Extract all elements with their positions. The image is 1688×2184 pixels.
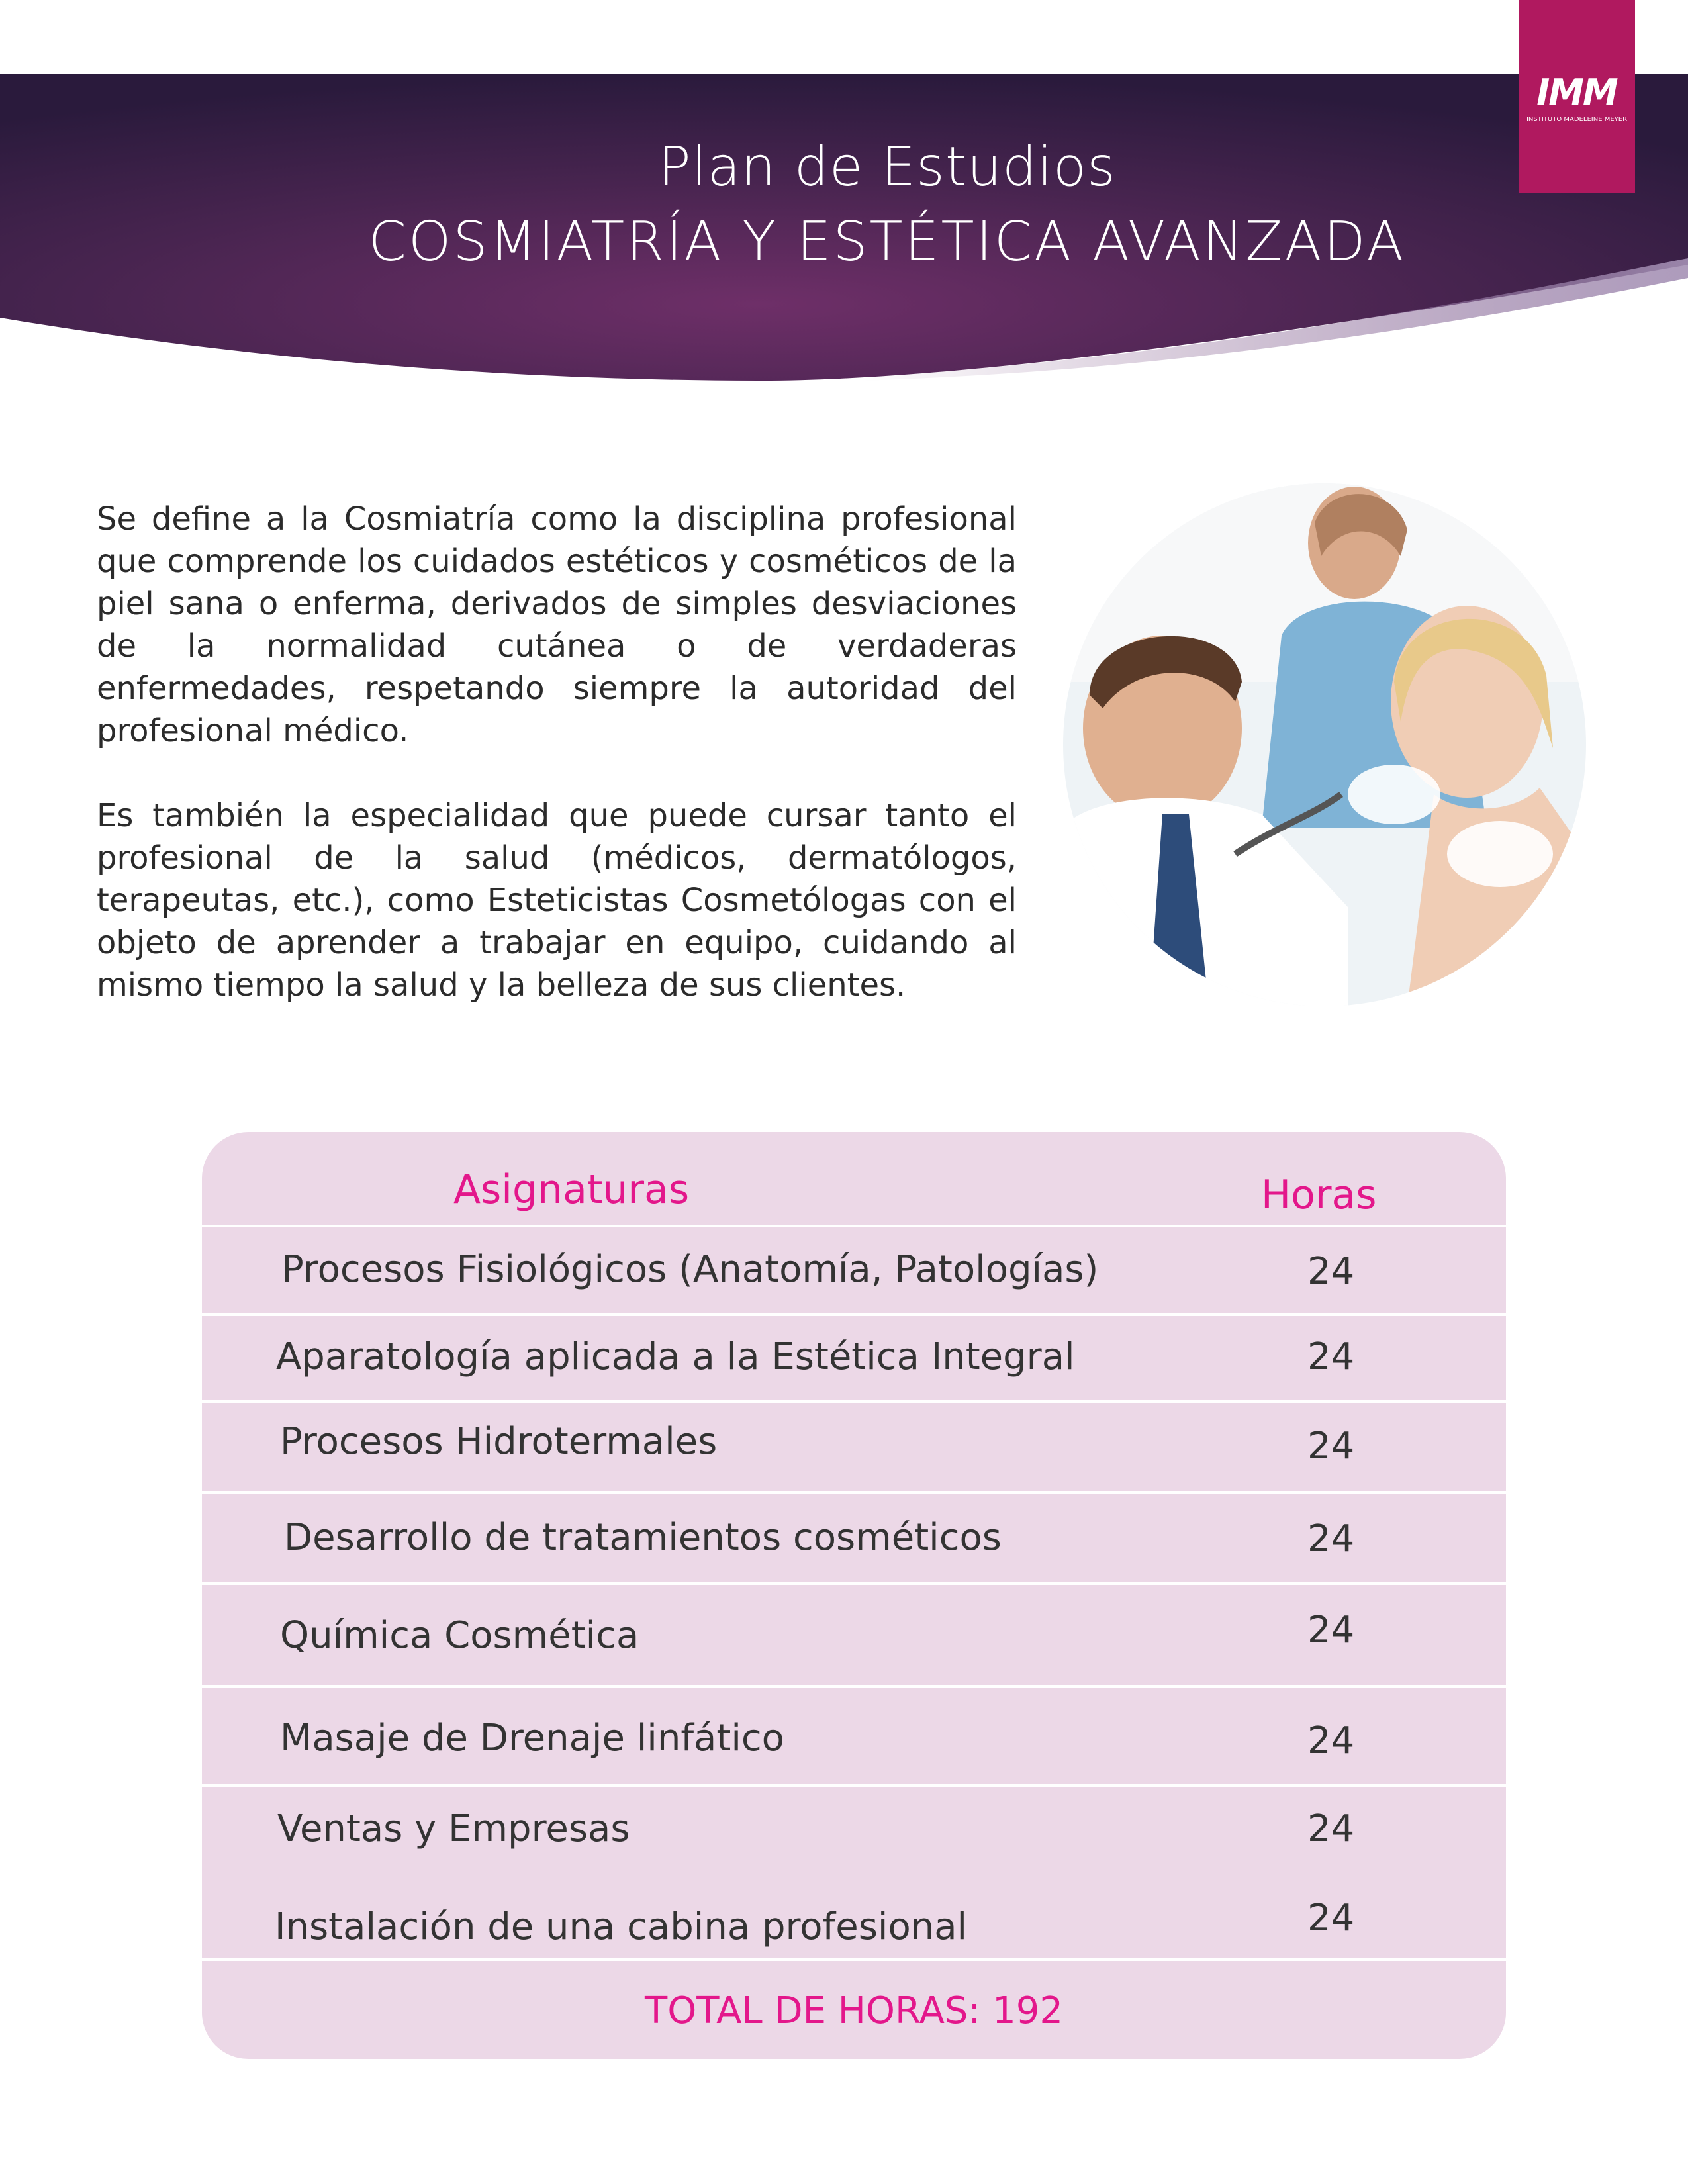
curriculum-table (202, 1132, 1506, 2059)
table-row-hours: 24 (1307, 1807, 1355, 1850)
table-row-hours: 24 (1307, 1335, 1355, 1378)
row-divider (202, 1685, 1506, 1688)
table-row-hours: 24 (1307, 1250, 1355, 1293)
intro-paragraph-2: Es también la especialidad que puede cursar tanto el profesional de la salud (médicos, dermatólogos, terapeutas, etc.), como Esteticistas Cosmetólogas con el objeto de aprender a trabajar en equipo, cuidando al mismo tiempo la salud y la belleza de sus clientes. (97, 797, 1017, 1004)
intro-text (97, 498, 1017, 1049)
logo-text: IMM (1536, 71, 1617, 113)
row-divider (202, 1958, 1506, 1961)
table-row-subject: Masaje de Drenaje linfático (280, 1717, 784, 1760)
row-divider (202, 1582, 1506, 1585)
row-divider (202, 1313, 1506, 1316)
logo (1519, 0, 1635, 193)
row-divider (202, 1400, 1506, 1403)
table-row-hours: 24 (1307, 1425, 1355, 1468)
table-row-subject: Procesos Hidrotermales (280, 1420, 718, 1463)
table-row-subject: Instalación de una cabina profesional (275, 1905, 968, 1948)
table-row-subject: Aparatología aplicada a la Estética Integral (276, 1335, 1075, 1378)
header-horas: Horas (1261, 1172, 1377, 1218)
logo-subtext: INSTITUTO MADELEINE MEYER (1526, 116, 1628, 123)
table-row-subject: Ventas y Empresas (277, 1807, 630, 1850)
doctor-patient-photo (1063, 483, 1586, 1006)
row-divider (202, 1225, 1506, 1227)
title-line-2: COSMIATRÍA Y ESTÉTICA AVANZADA (368, 211, 1406, 273)
table-row-subject: Procesos Fisiológicos (Anatomía, Patologías) (281, 1248, 1099, 1291)
row-divider (202, 1784, 1506, 1787)
table-row-hours: 24 (1307, 1517, 1355, 1560)
table-row-hours: 24 (1307, 1719, 1355, 1762)
table-row-subject: Desarrollo de tratamientos cosméticos (284, 1516, 1002, 1559)
total-hours: TOTAL DE HORAS: 192 (645, 1989, 1063, 2032)
header-asignaturas: Asignaturas (453, 1166, 690, 1213)
title-line-1: Plan de Estudios (658, 136, 1116, 199)
table-row-subject: Química Cosmética (280, 1614, 639, 1657)
table-row-hours: 24 (1307, 1609, 1355, 1652)
intro-paragraph-1: Se define a la Cosmiatría como la disciplina profesional que comprende los cuidados estéticos y cosméticos de la piel sana o enferma, derivados de simples desviaciones de la normalidad cutánea o de verdaderas enfermedades, respetando siempre la autoridad del profesional médico. (97, 500, 1017, 749)
table-row-hours: 24 (1307, 1897, 1355, 1940)
row-divider (202, 1491, 1506, 1494)
